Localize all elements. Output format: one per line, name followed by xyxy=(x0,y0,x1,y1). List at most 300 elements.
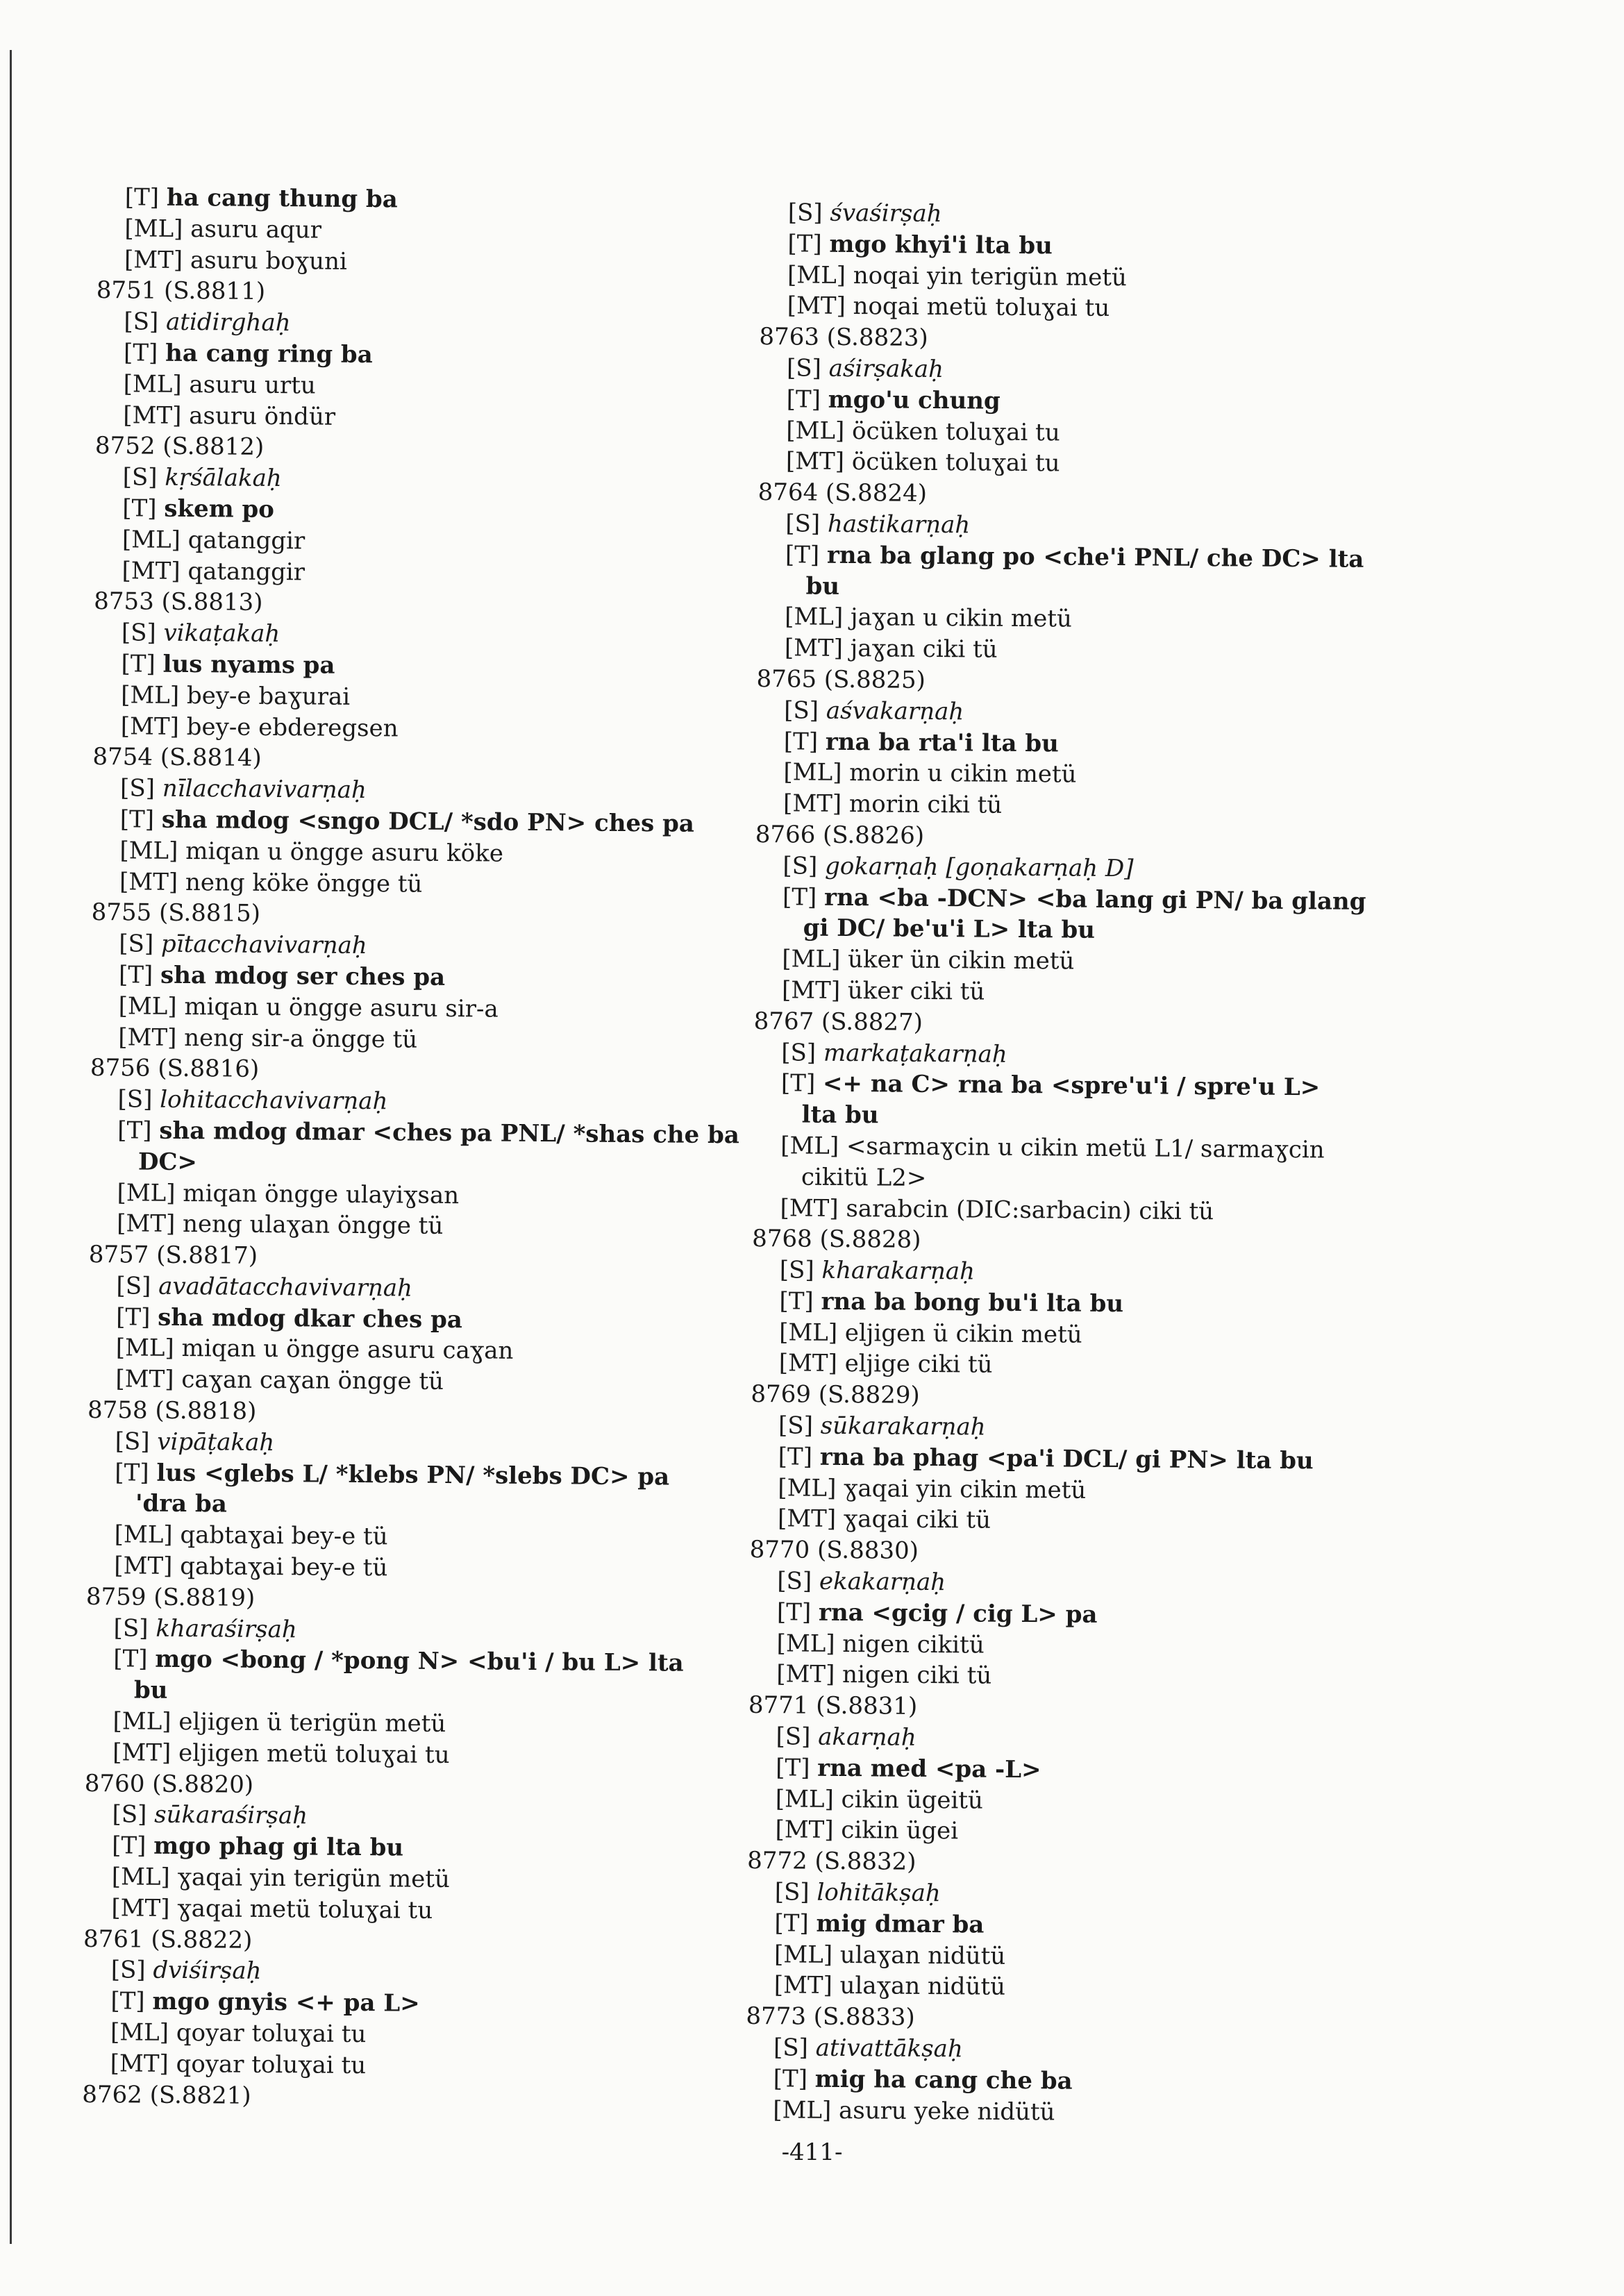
entry-text: cikin ügeitü xyxy=(841,1785,984,1815)
entry-line xyxy=(91,960,785,996)
language-tag: [S] xyxy=(121,619,156,647)
entry-text: nīlacchavivarṇaḥ xyxy=(162,774,367,805)
entry-text: neng ulaɣan öngge tü xyxy=(182,1210,444,1241)
entry-text: aśvakarṇaḥ xyxy=(826,696,964,726)
entry-text: kharakarṇaḥ xyxy=(821,1256,976,1286)
language-tag: [T] xyxy=(779,1287,814,1316)
entry-line xyxy=(753,1130,1447,1167)
entry-number: 8762 (S.8821) xyxy=(82,2080,251,2110)
entry-line xyxy=(748,1628,1443,1665)
entry-line xyxy=(754,975,1448,1012)
entry-number: 8770 (S.8830) xyxy=(749,1536,919,1566)
language-tag: [MT] xyxy=(111,1894,170,1922)
language-tag: [T] xyxy=(774,1909,809,1938)
entry-number: 8757 (S.8817) xyxy=(88,1241,258,1270)
language-tag: [S] xyxy=(773,2034,809,2062)
language-tag: [MT] xyxy=(785,447,845,476)
language-tag: [S] xyxy=(785,510,821,538)
language-tag: [MT] xyxy=(122,556,181,585)
entry-line xyxy=(87,1519,781,1556)
entry-number: 8767 (S.8827) xyxy=(753,1007,923,1037)
entry-line xyxy=(96,337,790,374)
entry-text: nigen ciki tü xyxy=(842,1661,992,1691)
language-tag: [MT] xyxy=(117,1209,176,1239)
entry-line xyxy=(94,462,789,498)
entry-line xyxy=(92,866,786,903)
entry-text: asuru aqur xyxy=(190,215,322,244)
language-tag: [S] xyxy=(119,930,154,958)
language-tag: [ML] xyxy=(779,1318,838,1347)
entry-number: 8751 (S.8811) xyxy=(96,276,266,306)
entry-number: 8771 (S.8831) xyxy=(748,1691,918,1721)
language-tag: [S] xyxy=(124,308,159,336)
language-tag: [MT] xyxy=(115,1365,174,1394)
entry-line xyxy=(759,353,1453,389)
language-tag: [ML] xyxy=(778,1473,837,1502)
entry-text: lus nyams pa xyxy=(162,650,335,680)
entry-text: sha mdog ser ches pa xyxy=(160,961,446,991)
language-tag: [T] xyxy=(117,1116,152,1145)
language-tag: [S] xyxy=(117,1085,153,1114)
language-tag: [MT] xyxy=(773,1971,832,2000)
entry-text: dviśirṣaḥ xyxy=(153,1956,262,1986)
language-tag: [MT] xyxy=(123,401,182,430)
entry-text: vikaṭakaḥ xyxy=(163,619,281,648)
entry-text: markaṭakarṇaḥ xyxy=(823,1039,1007,1069)
entry-text: noqai metü toluɣai tu xyxy=(853,292,1110,323)
entry-line xyxy=(760,228,1454,265)
entry-number: 8760 (S.8820) xyxy=(84,1769,254,1799)
language-tag: [ML] xyxy=(773,2095,832,2125)
page-edge-line xyxy=(10,50,12,2244)
entry-line xyxy=(85,1737,779,1774)
entry-text: ulaɣan nidütü xyxy=(839,1972,1006,2002)
entry-line xyxy=(750,1473,1444,1509)
language-tag: [ML] xyxy=(111,1863,170,1891)
entry-line xyxy=(749,1566,1443,1602)
entry-text: vipāṭakaḥ xyxy=(157,1427,275,1457)
entry-text: mgo <bong / *pong N> <bu'i / bu L> lta xyxy=(155,1645,684,1678)
language-tag: [MT] xyxy=(777,1505,837,1534)
entry-line xyxy=(94,493,789,530)
language-tag: [MT] xyxy=(781,976,841,1005)
entry-continuation xyxy=(755,912,1449,949)
entry-text: rna ba phag <pa'i DCL/ gi PN> lta bu xyxy=(819,1443,1314,1475)
entry-number: 8758 (S.8818) xyxy=(87,1396,257,1425)
entry-line xyxy=(751,1348,1446,1384)
entry-text: mgo khyi'i lta bu xyxy=(829,230,1053,260)
entry-text: lohitākṣaḥ xyxy=(817,1878,941,1908)
entry-continuation xyxy=(753,1099,1447,1136)
entry-text: neng sir-a öngge tü xyxy=(184,1023,418,1054)
language-tag: [S] xyxy=(122,463,158,492)
language-tag: [S] xyxy=(787,199,823,227)
entry-text: rna <ba -DCN> <ba lang gi PN/ ba glang xyxy=(823,883,1366,916)
entry-line xyxy=(83,1986,777,2022)
entry-line xyxy=(754,944,1448,980)
entry-text: morin ciki tü xyxy=(848,790,1003,819)
language-tag: [MT] xyxy=(124,245,183,274)
language-tag: [MT] xyxy=(119,867,178,896)
entry-continuation xyxy=(90,1146,784,1183)
entry-text: miqan u öngge asuru köke xyxy=(185,837,504,868)
entry-text: cikin ügei xyxy=(841,1816,959,1845)
entry-line xyxy=(83,2048,777,2085)
entry-line xyxy=(751,1286,1446,1323)
entry-text: miqan u öngge asuru sir-a xyxy=(184,992,499,1023)
language-tag: [ML] xyxy=(783,758,842,787)
entry-line xyxy=(748,1784,1442,1820)
entry-text: miqan öngge ulayiɣsan xyxy=(183,1179,460,1209)
entry-text: ha cang thung ba xyxy=(166,183,398,214)
language-tag: [ML] xyxy=(117,1178,176,1207)
entry-text: ɣaqai yin terigün metü xyxy=(177,1863,451,1894)
entry-text: gokarṇaḥ [goṇakarṇaḥ D] xyxy=(824,852,1134,882)
language-tag: [ML] xyxy=(782,945,841,974)
entry-line xyxy=(83,2017,777,2054)
entry-line xyxy=(755,757,1450,794)
entry-line xyxy=(91,991,785,1028)
entry-line xyxy=(749,1597,1443,1634)
entry-line xyxy=(757,601,1451,638)
entry-text: bu xyxy=(133,1676,168,1705)
language-tag: [S] xyxy=(777,1567,812,1595)
entry-text: caɣan caɣan öngge tü xyxy=(181,1366,444,1396)
language-tag: [T] xyxy=(787,230,822,258)
entry-line xyxy=(746,1970,1441,2006)
entry-text: <sarmaɣcin u cikin metü L1/ sarmaɣcin xyxy=(846,1132,1325,1164)
entry-number: 8768 (S.8828) xyxy=(752,1225,921,1255)
entry-text: sūkarakarṇaḥ xyxy=(820,1411,986,1441)
entry-text: ativattākṣaḥ xyxy=(815,2034,963,2063)
entry-text: ɣaqai yin cikin metü xyxy=(843,1474,1087,1505)
left-column xyxy=(82,182,792,2115)
language-tag: [ML] xyxy=(115,1334,174,1363)
entry-line xyxy=(90,1021,785,1058)
entry-line xyxy=(758,446,1453,483)
entry-line xyxy=(755,882,1449,919)
entry-line xyxy=(757,632,1451,669)
entry-text: noqai yin terigün metü xyxy=(853,261,1128,292)
entry-text: avadātacchavivarṇaḥ xyxy=(158,1272,413,1302)
entry-number: 8754 (S.8814) xyxy=(92,743,262,773)
language-tag: [ML] xyxy=(775,1784,834,1813)
entry-line xyxy=(757,508,1452,545)
entry-line xyxy=(90,1084,784,1121)
entry-text: qoyar toluɣai tu xyxy=(176,2018,367,2049)
entry-line xyxy=(748,1721,1442,1758)
language-tag: [MT] xyxy=(112,1738,171,1767)
entry-text: asuru urtu xyxy=(189,370,316,400)
entry-number: 8769 (S.8829) xyxy=(751,1380,920,1410)
entry-text: akarṇaḥ xyxy=(818,1723,916,1752)
entry-number: 8764 (S.8824) xyxy=(757,478,928,508)
language-tag: [ML] xyxy=(110,2018,169,2047)
entry-text: mgo phag gi lta bu xyxy=(153,1832,404,1862)
entry-text: rna ba glang po <che'i PNL/ che DC> lta xyxy=(826,541,1364,573)
language-tag: [S] xyxy=(786,354,822,383)
language-tag: [T] xyxy=(785,541,820,569)
language-tag: [ML] xyxy=(786,416,845,445)
entry-number: 8766 (S.8826) xyxy=(755,820,925,850)
entry-line xyxy=(760,290,1454,327)
language-tag: [MT] xyxy=(118,1023,177,1052)
entry-number: 8759 (S.8819) xyxy=(85,1582,256,1612)
entry-text: atidirghaḥ xyxy=(165,308,291,337)
language-tag: [T] xyxy=(778,1443,813,1471)
entry-text: asuru boɣuni xyxy=(190,246,347,276)
entry-number: 8765 (S.8825) xyxy=(756,664,926,694)
entry-line xyxy=(97,182,792,219)
entry-text: pītacchavivarṇaḥ xyxy=(160,930,367,960)
entry-line xyxy=(752,1192,1446,1229)
language-tag: [ML] xyxy=(785,603,844,632)
entry-text: qoyar toluɣai tu xyxy=(176,2050,367,2079)
entry-text: gi DC/ be'u'i L> lta bu xyxy=(803,914,1096,945)
language-tag: [MT] xyxy=(776,1660,835,1689)
language-tag: [ML] xyxy=(121,681,180,710)
language-tag: [T] xyxy=(121,650,156,678)
entry-text: kharaśirṣaḥ xyxy=(156,1614,297,1643)
entry-text: lus <glebs L/ *klebs PN/ *slebs DC> pa xyxy=(156,1459,670,1491)
entry-text: neng köke öngge tü xyxy=(185,868,423,898)
entry-continuation xyxy=(757,571,1451,607)
entry-line xyxy=(91,928,785,965)
language-tag: [ML] xyxy=(122,526,181,554)
entry-line xyxy=(84,1799,778,1836)
language-tag: [MT] xyxy=(780,1193,839,1223)
entry-line xyxy=(88,1271,782,1307)
right-column xyxy=(745,197,1455,2131)
entry-text: öcüken toluɣai tu xyxy=(851,417,1060,446)
language-tag: [ML] xyxy=(119,837,178,865)
entry-text: śvaśirṣaḥ xyxy=(830,199,942,228)
entry-text: qabtaɣai bey-e tü xyxy=(180,1552,388,1582)
language-tag: [ML] xyxy=(124,215,183,243)
entry-line xyxy=(83,1954,778,1991)
page-number: -411- xyxy=(781,2138,843,2166)
entry-line xyxy=(87,1457,781,1494)
entry-line xyxy=(750,1503,1444,1540)
language-tag: [S] xyxy=(115,1427,150,1456)
language-tag: [T] xyxy=(110,1987,145,2016)
language-tag: [T] xyxy=(118,961,153,989)
entry-line xyxy=(89,1208,783,1245)
language-tag: [ML] xyxy=(118,991,177,1021)
entry-text: asuru öndür xyxy=(189,401,336,431)
entry-line xyxy=(90,1115,784,1152)
entry-text: rna med <pa -L> xyxy=(817,1754,1041,1784)
entry-text: lta bu xyxy=(801,1100,879,1130)
language-tag: [S] xyxy=(110,1956,146,1985)
entry-line xyxy=(92,773,787,810)
language-tag: [S] xyxy=(119,774,156,803)
entry-line xyxy=(745,2095,1439,2131)
entry-text: jaɣan ciki tü xyxy=(850,635,998,664)
entry-line xyxy=(758,415,1453,452)
entry-line xyxy=(92,835,786,872)
entry-line xyxy=(85,1613,780,1650)
language-tag: [ML] xyxy=(780,1132,839,1160)
entry-line xyxy=(747,1877,1441,1913)
entry-line xyxy=(751,1317,1446,1354)
language-tag: [T] xyxy=(119,805,155,834)
entry-number: 8761 (S.8822) xyxy=(83,1925,253,1954)
language-tag: [S] xyxy=(113,1614,149,1643)
entry-text: 'dra ba xyxy=(135,1489,227,1518)
language-tag: [ML] xyxy=(773,1940,833,1969)
language-tag: [T] xyxy=(780,1069,816,1098)
entry-line xyxy=(95,400,789,437)
language-tag: [T] xyxy=(783,727,819,756)
entry-line xyxy=(87,1364,782,1400)
entry-line xyxy=(94,617,788,654)
language-tag: [ML] xyxy=(114,1520,173,1550)
entry-line xyxy=(751,1441,1445,1478)
entry-text: <+ na C> rna ba <spre'u'i / spre'u L> xyxy=(822,1070,1321,1102)
language-tag: [ML] xyxy=(112,1707,171,1736)
language-tag: [S] xyxy=(782,852,818,880)
entry-text: mgo gnyis <+ pa L> xyxy=(152,1987,420,2018)
language-tag: [T] xyxy=(124,183,160,212)
entry-text: asuru yeke nidütü xyxy=(838,2096,1055,2127)
entry-line xyxy=(93,648,787,685)
language-tag: [MT] xyxy=(782,789,842,819)
entry-continuation xyxy=(753,1162,1447,1198)
entry-line xyxy=(747,1814,1441,1851)
language-tag: [MT] xyxy=(120,712,180,741)
entry-number: 8773 (S.8833) xyxy=(746,2002,915,2032)
language-tag: [S] xyxy=(781,1038,817,1067)
entry-text: ɣaqai ciki tü xyxy=(843,1505,991,1535)
entry-text: DC> xyxy=(137,1148,198,1176)
entry-text: sarabcin (DIC:sarbacin) ciki tü xyxy=(846,1194,1214,1225)
language-tag: [T] xyxy=(786,385,821,414)
entry-text: aśirṣakaḥ xyxy=(828,354,944,384)
entry-number: 8772 (S.8832) xyxy=(747,1847,916,1877)
entry-number: 8755 (S.8815) xyxy=(91,898,261,928)
entry-text: miqan u öngge asuru caɣan xyxy=(181,1334,514,1366)
entry-line xyxy=(89,1177,783,1214)
entry-text: eljigen ü terigün metü xyxy=(178,1708,446,1738)
language-tag: [S] xyxy=(778,1411,814,1440)
entry-line xyxy=(84,1830,778,1867)
entry-text: mig ha cang che ba xyxy=(814,2065,1073,2095)
entry-text: jaɣan u cikin metü xyxy=(850,603,1073,633)
entry-line xyxy=(752,1255,1446,1291)
language-tag: [MT] xyxy=(778,1349,837,1378)
entry-text: ha cang ring ba xyxy=(165,339,373,369)
entry-line xyxy=(746,1939,1441,1976)
entry-text: sha mdog dkar ches pa xyxy=(158,1303,463,1334)
entry-line xyxy=(96,306,790,343)
language-tag: [S] xyxy=(776,1723,811,1751)
entry-line xyxy=(748,1752,1442,1789)
language-tag: [ML] xyxy=(123,370,182,399)
language-tag: [S] xyxy=(774,1878,810,1907)
entry-line xyxy=(760,197,1455,234)
entry-line xyxy=(85,1706,779,1743)
entry-line xyxy=(87,1426,782,1463)
entry-line xyxy=(92,804,787,841)
entry-line xyxy=(760,260,1454,296)
entry-text: rna ba rta'i lta bu xyxy=(825,728,1059,757)
entry-text: ɣaqai metü toluɣai tu xyxy=(177,1894,433,1925)
language-tag: [T] xyxy=(782,882,817,912)
entry-line xyxy=(751,1410,1445,1447)
language-tag: [MT] xyxy=(110,2050,169,2078)
language-tag: [T] xyxy=(773,2065,808,2093)
entry-text: nigen cikitü xyxy=(842,1629,985,1659)
language-tag: [T] xyxy=(116,1302,151,1332)
entry-text: öcüken toluɣai tu xyxy=(851,448,1060,478)
entry-line xyxy=(86,1550,780,1587)
entry-number: 8763 (S.8823) xyxy=(759,323,928,353)
entry-text: qabtaɣai bey-e tü xyxy=(180,1521,388,1551)
entry-line xyxy=(746,1908,1441,1945)
entry-line xyxy=(83,1893,778,1929)
entry-text: rna ba bong bu'i lta bu xyxy=(821,1287,1124,1318)
entry-text: cikitü L2> xyxy=(801,1163,927,1192)
entry-text: sha mdog <sngo DCL/ *sdo PN> ches pa xyxy=(161,805,695,838)
entry-text: kṛśālakaḥ xyxy=(165,463,282,493)
language-tag: [T] xyxy=(115,1458,149,1487)
entry-line xyxy=(746,2063,1440,2100)
entry-text: üker ün cikin metü xyxy=(847,946,1075,975)
language-tag: [MT] xyxy=(784,634,844,663)
entry-number: 8752 (S.8812) xyxy=(94,432,265,462)
language-tag: [S] xyxy=(116,1272,151,1300)
entry-text: skem po xyxy=(164,494,275,523)
entry-text: bey-e baɣurai xyxy=(186,681,351,711)
entry-line xyxy=(746,2032,1440,2069)
entry-text: rna <gcig / cig L> pa xyxy=(818,1598,1098,1629)
entry-line xyxy=(94,555,788,592)
language-tag: [MT] xyxy=(775,1816,834,1845)
entry-text: eljigen ü cikin metü xyxy=(844,1318,1082,1349)
entry-number: 8753 (S.8813) xyxy=(94,587,263,617)
entry-line xyxy=(94,524,789,561)
entry-text: mgo'u chung xyxy=(828,385,1001,415)
entry-line xyxy=(97,244,791,281)
entry-line xyxy=(753,1037,1448,1073)
entry-line xyxy=(84,1861,778,1898)
entry-text: morin u cikin metü xyxy=(849,759,1077,789)
entry-line xyxy=(755,850,1449,887)
entry-number: 8756 (S.8816) xyxy=(90,1054,260,1084)
entry-line xyxy=(96,369,790,405)
entry-text: ulaɣan nidütü xyxy=(839,1941,1006,1970)
entry-continuation xyxy=(87,1488,781,1525)
entry-text: sūkaraśirṣaḥ xyxy=(154,1801,308,1830)
entry-line xyxy=(85,1643,780,1680)
entry-text: qatanggir xyxy=(187,557,305,586)
entry-line xyxy=(88,1302,782,1339)
language-tag: [S] xyxy=(779,1256,814,1284)
entry-line xyxy=(756,695,1450,732)
language-tag: [ML] xyxy=(787,260,846,290)
language-tag: [T] xyxy=(776,1754,810,1782)
entry-text: hastikarṇaḥ xyxy=(827,510,971,539)
language-tag: [T] xyxy=(122,494,157,523)
entry-text: üker ciki tü xyxy=(847,976,985,1006)
entry-text: qatanggir xyxy=(187,526,305,555)
entry-line xyxy=(753,1068,1448,1105)
entry-line xyxy=(97,213,791,250)
entry-line xyxy=(93,680,787,717)
entry-line xyxy=(759,384,1453,421)
entry-line xyxy=(93,711,787,748)
